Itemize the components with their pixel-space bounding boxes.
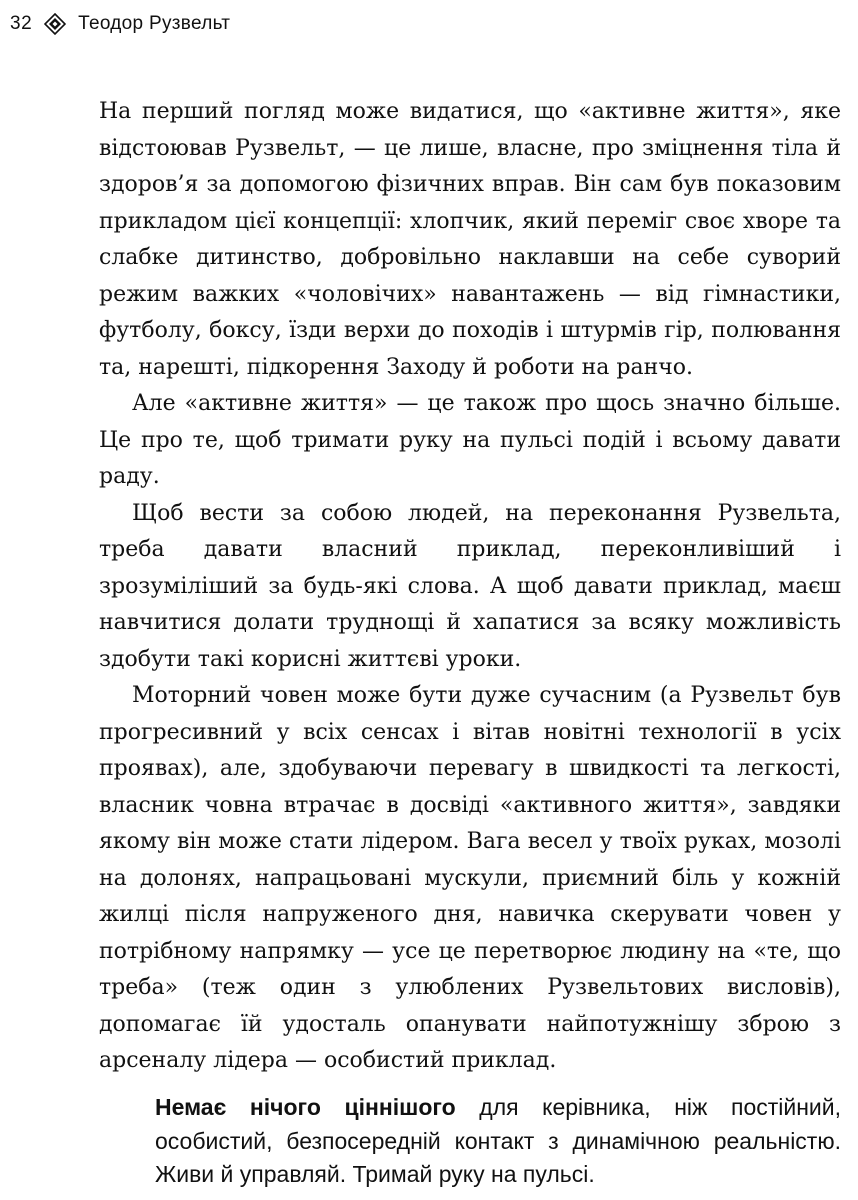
callout-paragraph bbox=[155, 1091, 841, 1192]
page-header bbox=[10, 8, 230, 40]
running-title: Теодор Рузвельт bbox=[78, 13, 231, 34]
paragraph: Але «активне життя» — це також про щось значно більше. Це про те, щоб тримати руку на пульсі подій і всьому давати раду. bbox=[99, 391, 841, 489]
diamond-ornament-icon bbox=[44, 13, 66, 35]
page-number: 32 bbox=[10, 13, 33, 34]
callout-quote bbox=[155, 1091, 841, 1192]
paragraph: Щоб вести за собою людей, на переконання Рузвельта, треба давати власний приклад, переконливіший і зрозуміліший за будь-які слова. А щоб давати приклад, маєш навчитися долати труднощі й хапатися за всяку можливість здобути такі корисні життєві уроки. bbox=[99, 500, 841, 672]
paragraph: Моторний човен може бути дуже сучасним (а Рузвельт був прогресивний у всіх сенсах і вітав новітні технології в усіх проявах), але, здобуваючи перевагу в швидкості та легкості, власник човна втрачає в досвіді «активного життя», завдяки якому він може стати лідером. Вага весел у твоїх руках, мозолі на долонях, напрацьовані мускули, приємний біль у кожній жилці після напруженого дня, навичка скерувати човен у потрібному напрямку — усе це перетворює людину на «те, що треба» (теж один з улюблених Рузвельтових висловів), допомагає їй удосталь опанувати найпотужнішу зброю з арсеналу лідера — особистий приклад. bbox=[99, 683, 841, 1073]
callout-text: для керівника, ніж постійний, особистий, безпосередній контакт з динамічною реальністю. Живи й управляй. Тримай руку на пульсі. bbox=[155, 1094, 842, 1187]
paragraph: На перший погляд може видатися, що «активне життя», яке відстоював Рузвельт, — це лише, власне, про зміцнення тіла й здоров’я за допомогою фізичних вправ. Він сам був показовим прикладом цієї концепції: хлопчик, який переміг своє хворе та слабке дитинство, добровільно наклавши на себе суворий режим важких «чоловічих» навантажень — від гімнастики, футболу, боксу, їзди верхи до походів і штурмів гір, полювання та, нарешті, підкорення Заходу й роботи на ранчо. bbox=[99, 99, 841, 380]
body-text bbox=[99, 94, 841, 1080]
callout-lead: Немає нічого ціннішого bbox=[155, 1094, 456, 1120]
